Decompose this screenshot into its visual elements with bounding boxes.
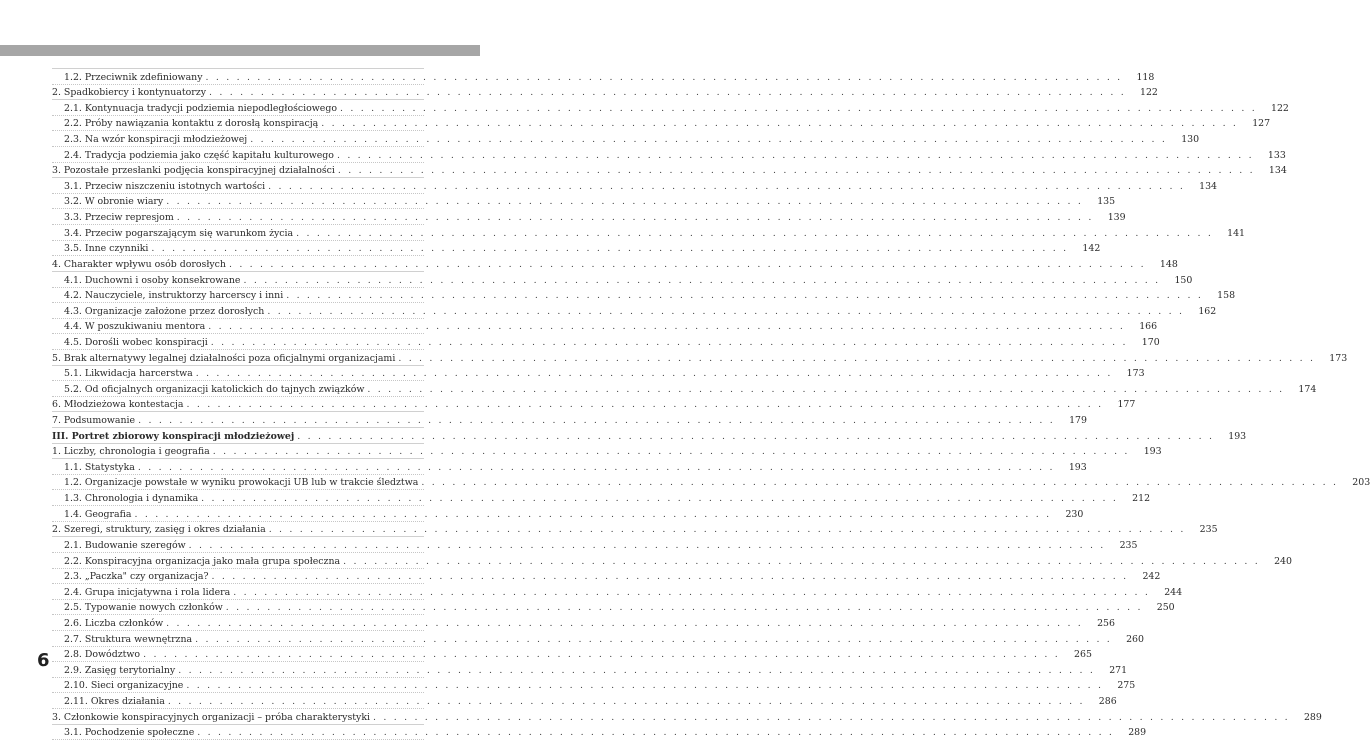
toc-entry-title: 5.2. Od oficjalnych organizacji katolickich do tajnych związków	[64, 383, 365, 395]
toc-entry	[52, 647, 1092, 663]
toc-entry	[52, 678, 1136, 694]
toc-entry-page: 179	[1069, 415, 1087, 427]
toc-entry-title: 1. Liczby, chronologia i geografia	[52, 446, 210, 458]
toc-entry-page: 242	[1142, 571, 1161, 583]
toc-entry-page: 135	[1097, 196, 1116, 208]
toc-entry-page: 203	[1352, 477, 1370, 489]
toc-entry-title: 5. Brak alternatywy legalnej działalności poza oficjalnymi organizacjami	[52, 352, 396, 364]
dot-leader	[367, 383, 1284, 396]
toc-entry	[52, 506, 1084, 522]
toc-entry-title: 3.5. Inne czynniki	[64, 243, 149, 255]
toc-entry-title: 3.4. Przeciw pogarszającym się warunkom życia	[64, 227, 294, 239]
toc-entry-page: 166	[1139, 321, 1158, 333]
toc-entry	[52, 350, 1348, 366]
toc-entry	[52, 256, 1178, 272]
dot-leader	[166, 195, 1083, 208]
toc-entry-page: 173	[1126, 368, 1145, 380]
toc-entry	[52, 272, 1193, 288]
toc-entry-page: 122	[1270, 102, 1289, 114]
dot-leader	[286, 289, 1203, 302]
toc-entry-page: 173	[1329, 352, 1348, 364]
toc-entry-page: 193	[1068, 461, 1087, 473]
dot-leader	[201, 492, 1118, 505]
toc-entry	[52, 288, 1236, 304]
toc-entry	[52, 225, 1246, 241]
dot-leader	[296, 227, 1213, 240]
toc-entry-page: 240	[1274, 555, 1292, 567]
toc-entry	[52, 537, 1138, 553]
toc-entry	[52, 662, 1128, 678]
dot-leader	[213, 445, 1130, 458]
toc-entry	[52, 116, 1271, 132]
toc-entry-page: 170	[1141, 336, 1160, 348]
dot-leader	[226, 601, 1143, 614]
toc-entry-page: 122	[1140, 87, 1158, 99]
toc-entry-title: 3.3. Przeciw represjom	[64, 212, 174, 224]
toc-entry-title: 5.1. Likwidacja harcerstwa	[64, 368, 193, 380]
toc-entry-title: 2.3. „Paczka" czy organizacja?	[64, 571, 209, 583]
dot-leader	[398, 352, 1315, 365]
toc-entry	[52, 693, 1117, 709]
dot-leader	[138, 461, 1055, 474]
dot-leader	[197, 726, 1114, 739]
toc-entry	[52, 600, 1175, 616]
toc-entry-page: 139	[1107, 212, 1126, 224]
toc-entry	[52, 241, 1101, 257]
toc-entry-page: 134	[1268, 165, 1287, 177]
toc-entry-page: 235	[1199, 524, 1218, 536]
toc-entry-page: 230	[1065, 508, 1084, 520]
toc-entry-title: 4.1. Duchowni i osoby konsekrowane	[64, 274, 241, 286]
toc-entry	[52, 709, 1322, 725]
dot-leader	[269, 523, 1186, 536]
dot-leader	[421, 476, 1338, 489]
dot-leader	[297, 430, 1214, 443]
toc-entry	[52, 444, 1162, 460]
dot-leader	[195, 633, 1112, 646]
toc-entry-page: 148	[1159, 258, 1178, 270]
dot-leader	[373, 711, 1290, 724]
toc-entry-title: 2.1. Kontynuacja tradycji podziemia niepodległościowego	[64, 102, 338, 114]
dot-leader	[151, 242, 1068, 255]
toc-entry-title: 2. Spadkobiercy i kontynuatorzy	[52, 87, 207, 99]
toc-entry	[52, 100, 1289, 116]
dot-leader	[250, 133, 1167, 146]
toc-entry-title: 1.2. Organizacje powstałe w wyniku prowokacji UB lub w trakcie śledztwa	[64, 477, 419, 489]
toc-entry-title: 4.5. Dorośli wobec konspiracji	[64, 336, 208, 348]
toc-entry-page: 250	[1156, 602, 1175, 614]
table-of-contents	[52, 68, 1370, 740]
toc-entry-page: 235	[1119, 539, 1138, 551]
toc-entry	[52, 522, 1218, 538]
toc-entry-page: 158	[1217, 290, 1236, 302]
toc-entry-title: 2.1. Budowanie szeregów	[64, 539, 186, 551]
toc-entry-title: 1.4. Geografia	[64, 508, 132, 520]
dot-leader	[229, 258, 1146, 271]
toc-entry-title: 4.2. Nauczyciele, instruktorzy harcerscy i inni	[64, 290, 284, 302]
toc-entry	[52, 475, 1370, 491]
dot-leader	[186, 679, 1103, 692]
toc-entry-page: 275	[1117, 680, 1136, 692]
toc-entry-title: 2.10. Sieci organizacyjne	[64, 680, 184, 692]
dot-leader	[166, 617, 1083, 630]
toc-entry	[52, 397, 1136, 413]
toc-entry-title: 2.7. Struktura wewnętrzna	[64, 633, 193, 645]
toc-entry-title: 2.5. Typowanie nowych członków	[64, 602, 223, 614]
toc-entry	[52, 147, 1286, 163]
toc-entry-title: 4. Charakter wpływu osób dorosłych	[52, 258, 226, 270]
dot-leader	[168, 695, 1085, 708]
toc-entry-page: 127	[1252, 118, 1271, 130]
toc-entry-title: 2.6. Liczba członków	[64, 617, 164, 629]
toc-entry	[52, 85, 1158, 101]
toc-entry	[52, 584, 1183, 600]
toc-entry-page: 133	[1267, 149, 1286, 161]
dot-leader	[177, 211, 1094, 224]
toc-entry-title: 2.4. Tradycja podziemia jako część kapitału kulturowego	[64, 149, 334, 161]
dot-leader	[233, 586, 1150, 599]
dot-leader	[343, 555, 1260, 568]
toc-entry-title: 3. Pozostałe przesłanki podjęcia konspiracyjnej działalności	[52, 165, 335, 177]
toc-entry-page: 212	[1132, 493, 1151, 505]
dot-leader	[338, 164, 1255, 177]
dot-leader	[211, 570, 1128, 583]
toc-entry-page: 142	[1082, 243, 1101, 255]
toc-entry-title: 1.2. Przeciwnik zdefiniowany	[64, 71, 203, 83]
toc-entry-title: 2. Szeregi, struktury, zasięg i okres działania	[52, 524, 266, 536]
toc-entry	[52, 412, 1087, 428]
dot-leader	[340, 102, 1257, 115]
dot-leader	[321, 117, 1238, 130]
toc-entry-title: 7. Podsumowanie	[52, 415, 136, 427]
toc-entry	[52, 381, 1317, 397]
toc-entry-page: 134	[1199, 180, 1218, 192]
dot-leader	[189, 539, 1106, 552]
dot-leader	[206, 71, 1123, 84]
toc-entry-page: 150	[1174, 274, 1193, 286]
dot-leader	[337, 149, 1254, 162]
toc-entry	[52, 725, 1147, 740]
toc-entry-title: 4.4. W poszukiwaniu mentora	[64, 321, 206, 333]
toc-entry-page: 193	[1143, 446, 1162, 458]
dot-leader	[209, 86, 1126, 99]
toc-entry-page: 289	[1303, 711, 1322, 723]
dot-leader	[208, 320, 1125, 333]
toc-entry	[52, 366, 1145, 382]
toc-entry-title: 3.2. W obronie wiary	[64, 196, 164, 208]
toc-entry-title: 2.8. Dowództwo	[64, 649, 141, 661]
toc-entry-page: 174	[1298, 383, 1317, 395]
toc-entry-page: 286	[1098, 695, 1117, 707]
toc-entry-title: 3. Członkowie konspiracyjnych organizacji – próba charakterystyki	[52, 711, 370, 723]
dot-leader	[196, 367, 1113, 380]
toc-entry-title: 2.2. Próby nawiązania kontaktu z dorosłą konspiracją	[64, 118, 319, 130]
toc-entry-page: 260	[1126, 633, 1144, 645]
toc-entry	[52, 178, 1218, 194]
toc-entry	[52, 615, 1115, 631]
toc-entry	[52, 303, 1217, 319]
toc-entry	[52, 334, 1160, 350]
toc-entry-title: 1.1. Statystyka	[64, 461, 135, 473]
toc-entry-title: 2.9. Zasięg terytorialny	[64, 664, 176, 676]
toc-entry-title: 4.3. Organizacje założone przez dorosłych	[64, 305, 265, 317]
toc-entry	[52, 319, 1158, 335]
dot-leader	[134, 508, 1051, 521]
toc-entry-page: 244	[1164, 586, 1183, 598]
toc-entry	[52, 163, 1287, 179]
dot-leader	[186, 398, 1103, 411]
toc-entry-title: 2.3. Na wzór konspiracji młodzieżowej	[64, 134, 248, 146]
dot-leader	[211, 336, 1128, 349]
toc-entry-title: 3.1. Pochodzenie społeczne	[64, 727, 195, 739]
toc-entry-title: 2.4. Grupa inicjatywna i rola lidera	[64, 586, 231, 598]
top-header-bar	[0, 45, 480, 56]
toc-entry	[52, 553, 1292, 569]
dot-leader	[243, 274, 1160, 287]
dot-leader	[178, 664, 1095, 677]
toc-entry	[52, 428, 1247, 444]
toc-entry	[52, 194, 1116, 210]
toc-entry-page: 118	[1136, 71, 1155, 83]
dot-leader	[143, 648, 1060, 661]
toc-entry-title: 2.2. Konspiracyjna organizacja jako mała grupa społeczna	[64, 555, 341, 567]
toc-entry-title: III. Portret zbiorowy konspiracji młodzieżowej	[52, 430, 295, 442]
toc-entry	[52, 631, 1144, 647]
toc-entry	[52, 209, 1126, 225]
toc-entry-page: 289	[1128, 727, 1147, 739]
toc-entry-page: 193	[1228, 430, 1247, 442]
dot-leader	[268, 180, 1185, 193]
dot-leader	[267, 305, 1184, 318]
toc-entry-page: 130	[1181, 134, 1200, 146]
toc-entry-title: 3.1. Przeciw niszczeniu istotnych wartości	[64, 180, 266, 192]
toc-entry-page: 162	[1198, 305, 1217, 317]
toc-entry	[52, 459, 1087, 475]
toc-entry-page: 256	[1097, 617, 1115, 629]
toc-entry-page: 265	[1074, 649, 1092, 661]
toc-entry-title: 6. Młodzieżowa kontestacja	[52, 399, 184, 411]
toc-entry-page: 177	[1117, 399, 1136, 411]
toc-entry-title: 1.3. Chronologia i dynamika	[64, 493, 199, 505]
toc-entry	[52, 569, 1161, 585]
toc-entry-page: 141	[1227, 227, 1246, 239]
toc-entry	[52, 490, 1151, 506]
toc-entry	[52, 131, 1200, 147]
page-number: 6	[37, 650, 50, 671]
toc-entry	[52, 68, 1155, 85]
toc-entry-page: 271	[1109, 664, 1128, 676]
toc-entry-title: 2.11. Okres działania	[64, 695, 165, 707]
dot-leader	[138, 414, 1055, 427]
